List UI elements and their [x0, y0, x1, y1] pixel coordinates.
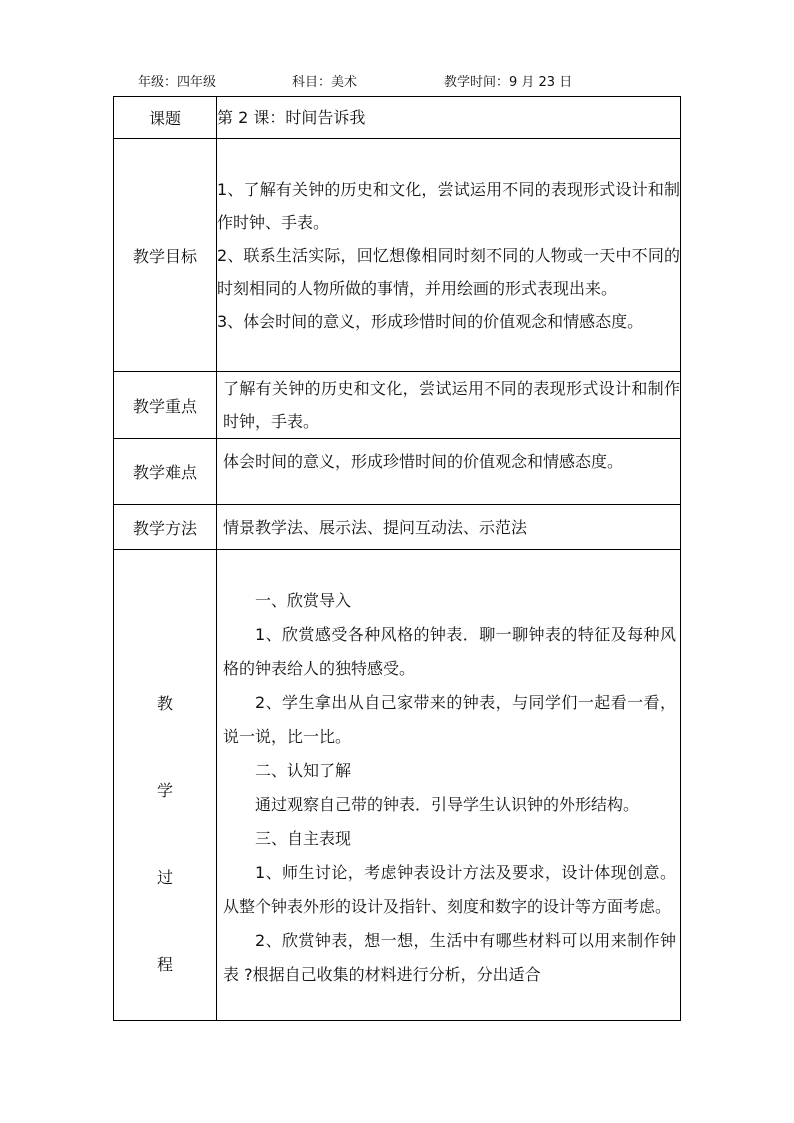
goal-item: 1、了解有关钟的历史和文化，尝试运用不同的表现形式设计和制作时钟、手表。 — [217, 179, 680, 232]
process-paragraph: 2、学生拿出从自己家带来的钟表，与同学们一起看一看，说一说，比一比。 — [223, 693, 676, 746]
table-row-difficulty — [114, 439, 681, 505]
goal-item: 3、体会时间的意义，形成珍惜时间的价值观念和情感态度。 — [217, 311, 644, 331]
process-label — [114, 550, 217, 1021]
key-points-value — [217, 372, 681, 439]
teaching-time-label: 教学时间：9 月 23 日 — [444, 75, 573, 90]
goals-label: 教学目标 — [114, 139, 217, 372]
process-paragraph: 通过观察自己带的钟表．引导学生认识钟的外形结构。 — [255, 795, 640, 814]
goal-item: 2、联系生活实际，回忆想像相同时刻不同的人物或一天中不同的时刻相同的人物所做的事情，并用绘画的形式表现出来。 — [217, 245, 680, 298]
method-value: 情景教学法、展示法、提问互动法、示范法 — [217, 505, 681, 550]
table-row-process — [114, 550, 681, 1021]
process-paragraph: 一、欣赏导入 — [255, 591, 352, 610]
process-paragraph: 1、师生讨论，考虑钟表设计方法及要求，设计体现创意。从整个钟表外形的设计及指针、刻度和数字的设计等方面考虑。 — [223, 863, 676, 916]
process-paragraph: 2、欣赏钟表，想一想，生活中有哪些材料可以用来制作钟表 ?根据自己收集的材料进行分析，分出适合 — [223, 931, 676, 984]
table-row-key-points — [114, 372, 681, 439]
table-row-method — [114, 505, 681, 550]
lesson-plan-table — [113, 96, 681, 1021]
difficulty-label: 教学难点 — [114, 439, 217, 505]
key-points-label: 教学重点 — [114, 372, 217, 439]
topic-value: 第 2 课：时间告诉我 — [217, 97, 681, 139]
document-header — [0, 71, 794, 93]
process-paragraph: 1、欣赏感受各种风格的钟表．聊一聊钟表的特征及每种风格的钟表给人的独特感受。 — [223, 625, 676, 678]
table-row-topic — [114, 97, 681, 139]
difficulty-text: 体会时间的意义，形成珍惜时间的价值观念和情感态度。 — [223, 452, 624, 471]
key-points-text: 了解有关钟的历史和文化，尝试运用不同的表现形式设计和制作时钟，手表。 — [223, 379, 680, 431]
process-label-char: 学 — [156, 780, 173, 800]
process-paragraph: 二、认知了解 — [255, 761, 352, 780]
subject-label: 科目：美术 — [292, 75, 358, 90]
process-paragraph: 三、自主表现 — [255, 829, 352, 848]
process-content — [217, 550, 681, 1021]
goals-content — [217, 139, 681, 372]
process-label-char: 教 — [156, 693, 173, 713]
process-label-char: 程 — [156, 954, 173, 974]
grade-label: 年级：四年级 — [138, 75, 217, 90]
method-label: 教学方法 — [114, 505, 217, 550]
table-row-goals — [114, 139, 681, 372]
topic-label: 课题 — [114, 97, 217, 139]
difficulty-value — [217, 439, 681, 505]
process-label-char: 过 — [156, 867, 173, 887]
